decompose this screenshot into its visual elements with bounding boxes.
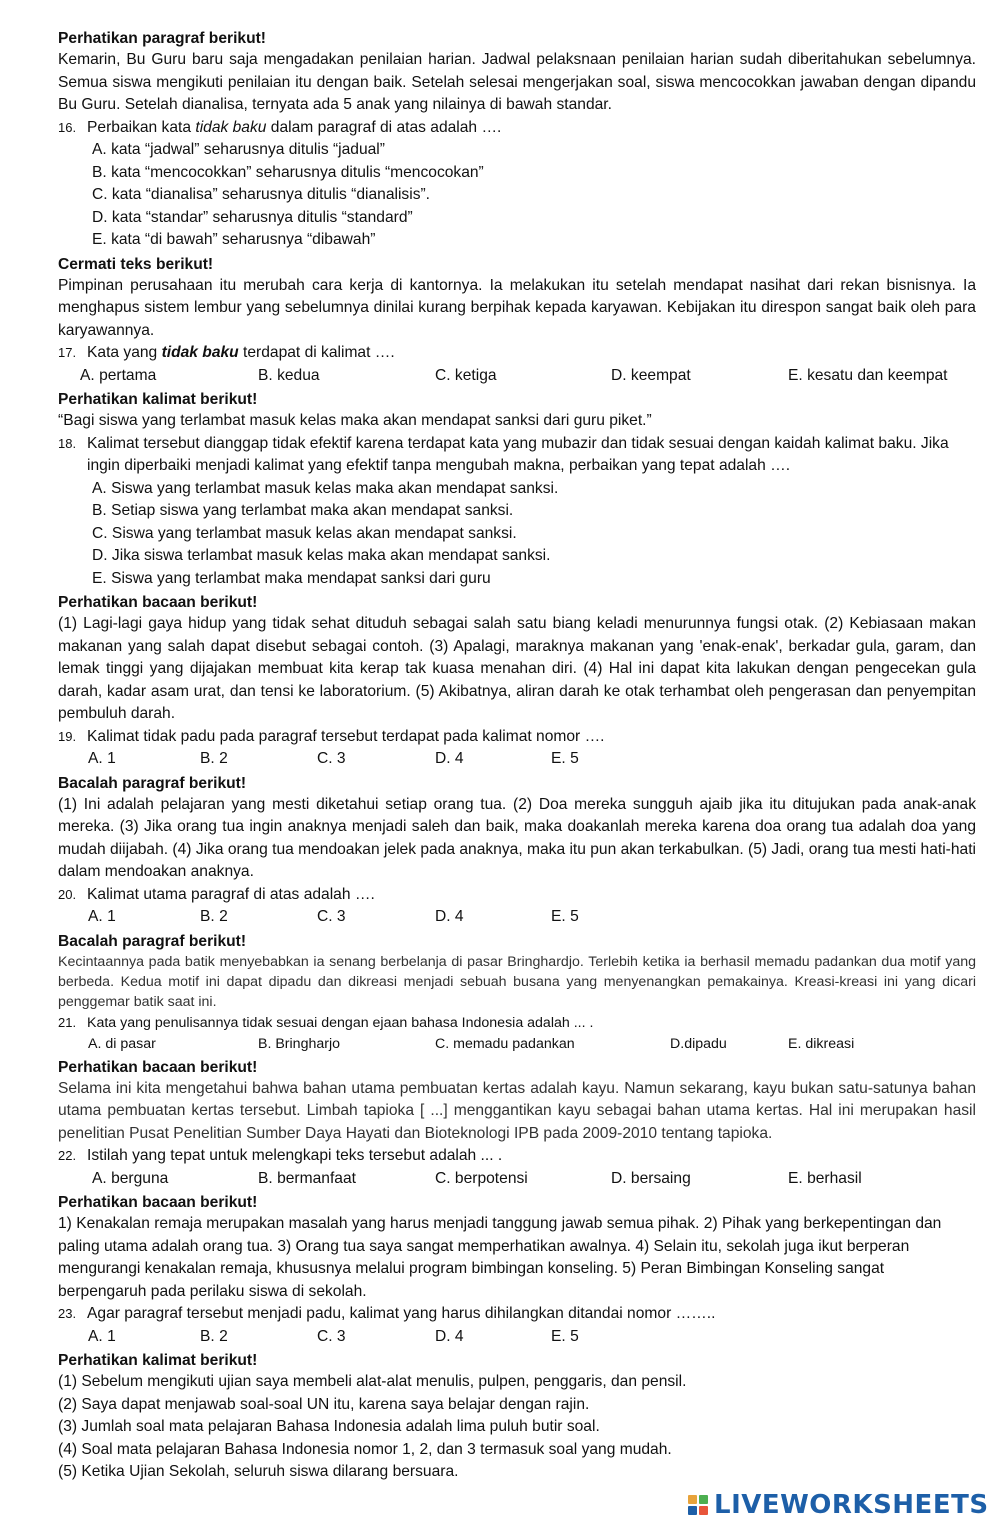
option-e[interactable]: E. dikreasi (788, 1035, 855, 1052)
question-number: 16. (58, 119, 77, 135)
question-number: 21. (58, 1014, 77, 1030)
section-heading: Bacalah paragraf berikut! (58, 932, 247, 950)
question-emphasis: tidak baku (161, 344, 239, 361)
passage: (1) Ini adalah pelajaran yang mesti diketahui setiap orang tua. (2) Doa mereka sungguh ajaib jika itu ditujukan pada anak-anak mereka. (3) Jika orang tua ingin anaknya menjadi saleh dan baik, maka doakanlah mereka karena doa orang tua adalah doa yang mudah diijabah. (4) Jika orang tua mendoakan jelek pada anaknya, maka itu pun akan terkabulkan. (5) Jadi, orang tua mesti hati-hati dalam mendoakan anaknya. (58, 795, 976, 880)
question-text: Kalimat utama paragraf di atas adalah …. (87, 885, 375, 903)
passage: 1) Kenakalan remaja merupakan masalah yang harus menjadi tanggung jawab semua pihak. 2) Pihak yang berkepentingan dan paling utama adalah orang tua. 3) Orang tua saya sangat memperhatikan awalnya. 4) Selain itu, sekolah juga ikut berperan mengurangi kenakalan remaja, khususnya melalui program bimbingan konseling. 5) Peran Bimbingan Konseling sangat berpengaruh pada perilaku siswa di sekolah. (58, 1215, 942, 1300)
option-a[interactable]: A. di pasar (88, 1035, 156, 1052)
option-c[interactable]: C. berpotensi (435, 1169, 528, 1187)
question-text: Perbaikan kata (87, 118, 196, 136)
section-heading: Perhatikan kalimat berikut! (58, 391, 258, 408)
passage: Selama ini kita mengetahui bahwa bahan utama pembuatan kertas adalah kayu. Namun sekarang, kayu bukan satu-satunya bahan utama pembuatan kertas tersebut. Limbah tapioka [ ...] menggantikan kayu sebagai bahan utama kertas. Hal ini merupakan hasil penelitian Pusat Penelitian Sumber Daya Hayati dan Bioteknologi IPB pada 2009-2010 tentang tapioka. (58, 1079, 976, 1142)
list-item: (4) Soal mata pelajaran Bahasa Indonesia nomor 1, 2, dan 3 termasuk soal yang mudah. (58, 1440, 672, 1458)
option-b[interactable]: B. Bringharjo (258, 1035, 341, 1052)
question-23 (58, 1303, 976, 1326)
list-item: (5) Ketika Ujian Sekolah, seluruh siswa dilarang bersuara. (58, 1463, 459, 1480)
question-20 (58, 884, 976, 907)
section-heading: Cermati teks berikut! (58, 255, 214, 273)
passage: (1) Lagi-lagi gaya hidup yang tidak sehat dituduh sebagai salah satu biang keladi menurunnya fungsi otak. (2) Kebiasaan makan makanan yang salah dapat disebut sebagai contoh. (3) Apalagi, maraknya makanan yang 'enak-enak', berkadar gula, garam, dan lemak tinggi yang dijajakan membuat kita kerap tak kuasa menahan diri. (4) Hal ini dapat kita lakukan dengan pengecekan gula darah, kadar asam urat, dan tensi ke laboratorium. (5) Akibatnya, aliran darah ke otak terhambat oleh pengerasan dan penyempitan pembuluh darah. (58, 615, 976, 722)
question-21 (58, 1012, 976, 1034)
option-a[interactable]: A. 1 (88, 908, 116, 925)
logo-text: LIVEWORKSHEETS (714, 1490, 989, 1520)
question-emphasis: tidak baku (195, 118, 267, 136)
option-e[interactable]: E. 5 (551, 1327, 579, 1345)
option-b[interactable]: B. kedua (258, 366, 320, 384)
option-c[interactable]: C. 3 (317, 750, 346, 767)
option-a[interactable]: A. 1 (88, 750, 116, 767)
question-text: Kata yang penulisannya tidak sesuai dengan ejaan bahasa Indonesia adalah ... . (87, 1014, 594, 1031)
question-18 (58, 433, 976, 478)
option-c[interactable]: C. kata “dianalisa” seharusnya ditulis “dianalisis”. (92, 186, 431, 203)
passage: “Bagi siswa yang terlambat masuk kelas maka akan mendapat sanksi dari guru piket.” (58, 412, 652, 429)
list-item: (1) Sebelum mengikuti ujian saya membeli alat-alat menulis, pulpen, penggaris, dan pensil. (58, 1373, 687, 1390)
option-e[interactable]: E. kesatu dan keempat (788, 366, 948, 384)
question-number: 19. (58, 728, 77, 744)
option-a[interactable]: A. Siswa yang terlambat masuk kelas maka akan mendapat sanksi. (92, 479, 559, 497)
option-d[interactable]: D. 4 (435, 1327, 464, 1345)
option-c[interactable]: C. 3 (317, 1327, 346, 1345)
option-e[interactable]: E. berhasil (788, 1169, 862, 1187)
option-b[interactable]: B. kata “mencocokkan” seharusnya ditulis “mencocokan” (92, 163, 484, 181)
section-heading: Perhatikan bacaan berikut! (58, 1194, 258, 1211)
passage: Kemarin, Bu Guru baru saja mengadakan penilaian harian. Jadwal pelaksnaan penilaian harian sudah diberitahukan sebelumnya. Semua siswa mengikuti penilaian itu dengan baik. Setelah selesai mengerjakan soal, siswa mencocokkan jawaban dengan dipandu Bu Guru. Setelah dianalisa, ternyata ada 5 anak yang nilainya di bawah standar. (58, 51, 976, 113)
option-a[interactable]: A. 1 (88, 1327, 116, 1345)
option-e[interactable]: E. kata “di bawah” seharusnya “dibawah” (92, 231, 376, 248)
option-d[interactable]: D. 4 (435, 750, 464, 767)
option-b[interactable]: B. 2 (200, 1327, 228, 1345)
section-heading: Perhatikan kalimat berikut! (58, 1352, 258, 1369)
question-text: dalam paragraf di atas adalah …. (266, 118, 502, 136)
option-d[interactable]: D. bersaing (611, 1169, 691, 1187)
option-c[interactable]: C. ketiga (435, 366, 497, 384)
options-row (58, 1326, 976, 1349)
option-c[interactable]: C. memadu padankan (435, 1035, 575, 1052)
question-number: 22. (58, 1148, 77, 1163)
question-text: terdapat di kalimat …. (238, 344, 395, 361)
question-number: 17. (58, 345, 77, 360)
option-d[interactable]: D. Jika siswa terlambat masuk kelas maka akan mendapat sanksi. (92, 547, 551, 564)
options-row (58, 906, 976, 929)
question-17 (58, 342, 976, 365)
option-b[interactable]: B. bermanfaat (258, 1169, 356, 1187)
options-row (58, 748, 976, 771)
option-b[interactable]: B. Setiap siswa yang terlambat maka akan mendapat sanksi. (92, 502, 514, 519)
option-c[interactable]: C. Siswa yang terlambat masuk kelas akan mendapat sanksi. (92, 524, 517, 542)
section-heading: Bacalah paragraf berikut! (58, 774, 247, 792)
passage: Kecintaannya pada batik menyebabkan ia senang berbelanja di pasar Bringhardjo. Terlebih ketika ia berhasil memadu padankan dua motif yang berbeda. Kedua motif ini dapat dipadu dan dikreasi menjadi sebuah busana yang menyenangkan pemakainya. Kreasi-kreasi ini yang dicari penggemar batik saat ini. (58, 953, 976, 1010)
question-19 (58, 726, 976, 749)
section-heading: Perhatikan bacaan berikut! (58, 594, 258, 611)
options-row (58, 1168, 976, 1191)
question-text: Kalimat tidak padu pada paragraf tersebut terdapat pada kalimat nomor …. (87, 727, 605, 745)
option-d[interactable]: D. kata “standar” seharusnya ditulis “standard” (92, 208, 413, 226)
option-e[interactable]: E. Siswa yang terlambat maka mendapat sanksi dari guru (92, 569, 491, 587)
worksheet-page (58, 26, 976, 1484)
question-text: Istilah yang tepat untuk melengkapi teks tersebut adalah ... . (87, 1147, 503, 1164)
liveworksheets-logo (688, 1488, 989, 1522)
passage: Pimpinan perusahaan itu merubah cara kerja di kantornya. Ia melakukan itu setelah mendapat nasihat dari rekan bisnisnya. Ia menghapus sistem lembur yang sebelumnya dinilai kurang berpihak kepada karyawan. Kebijakan itu direspon sangat baik oleh para karyawannya. (58, 276, 976, 339)
option-c[interactable]: C. 3 (317, 908, 346, 925)
question-number: 20. (58, 886, 77, 902)
options-row (58, 1034, 976, 1055)
question-22 (58, 1145, 976, 1168)
logo-blocks-icon (688, 1495, 708, 1515)
question-number: 23. (58, 1306, 77, 1321)
option-e[interactable]: E. 5 (551, 750, 579, 767)
question-16 (58, 117, 976, 140)
section-heading: Perhatikan paragraf berikut! (58, 30, 266, 47)
section-heading: Perhatikan bacaan berikut! (58, 1058, 258, 1076)
option-d[interactable]: D.dipadu (670, 1035, 727, 1052)
list-item: (3) Jumlah soal mata pelajaran Bahasa Indonesia adalah lima puluh butir soal. (58, 1418, 600, 1435)
question-text: Agar paragraf tersebut menjadi padu, kalimat yang harus dihilangkan ditandai nomor …….. (87, 1305, 716, 1322)
list-item: (2) Saya dapat menjawab soal-soal UN itu, karena saya belajar dengan rajin. (58, 1395, 590, 1413)
option-a[interactable]: A. kata “jadwal” seharusnya ditulis “jadual” (92, 141, 385, 158)
question-text: Kata yang (87, 344, 162, 361)
option-b[interactable]: B. 2 (200, 908, 228, 925)
options-row (58, 365, 976, 388)
option-b[interactable]: B. 2 (200, 750, 228, 767)
option-d[interactable]: D. keempat (611, 366, 691, 384)
option-a[interactable]: A. berguna (92, 1169, 169, 1187)
option-a[interactable]: A. pertama (80, 366, 157, 384)
question-number: 18. (58, 435, 77, 451)
option-d[interactable]: D. 4 (435, 908, 464, 925)
question-text: Kalimat tersebut dianggap tidak efektif karena terdapat kata yang mubazir dan tidak sesuai dengan kaidah kalimat baku. Jika ingin diperbaiki menjadi kalimat yang efektif tanpa mengubah makna, perbaikan yang tepat adalah …. (87, 434, 949, 474)
option-e[interactable]: E. 5 (551, 908, 579, 925)
